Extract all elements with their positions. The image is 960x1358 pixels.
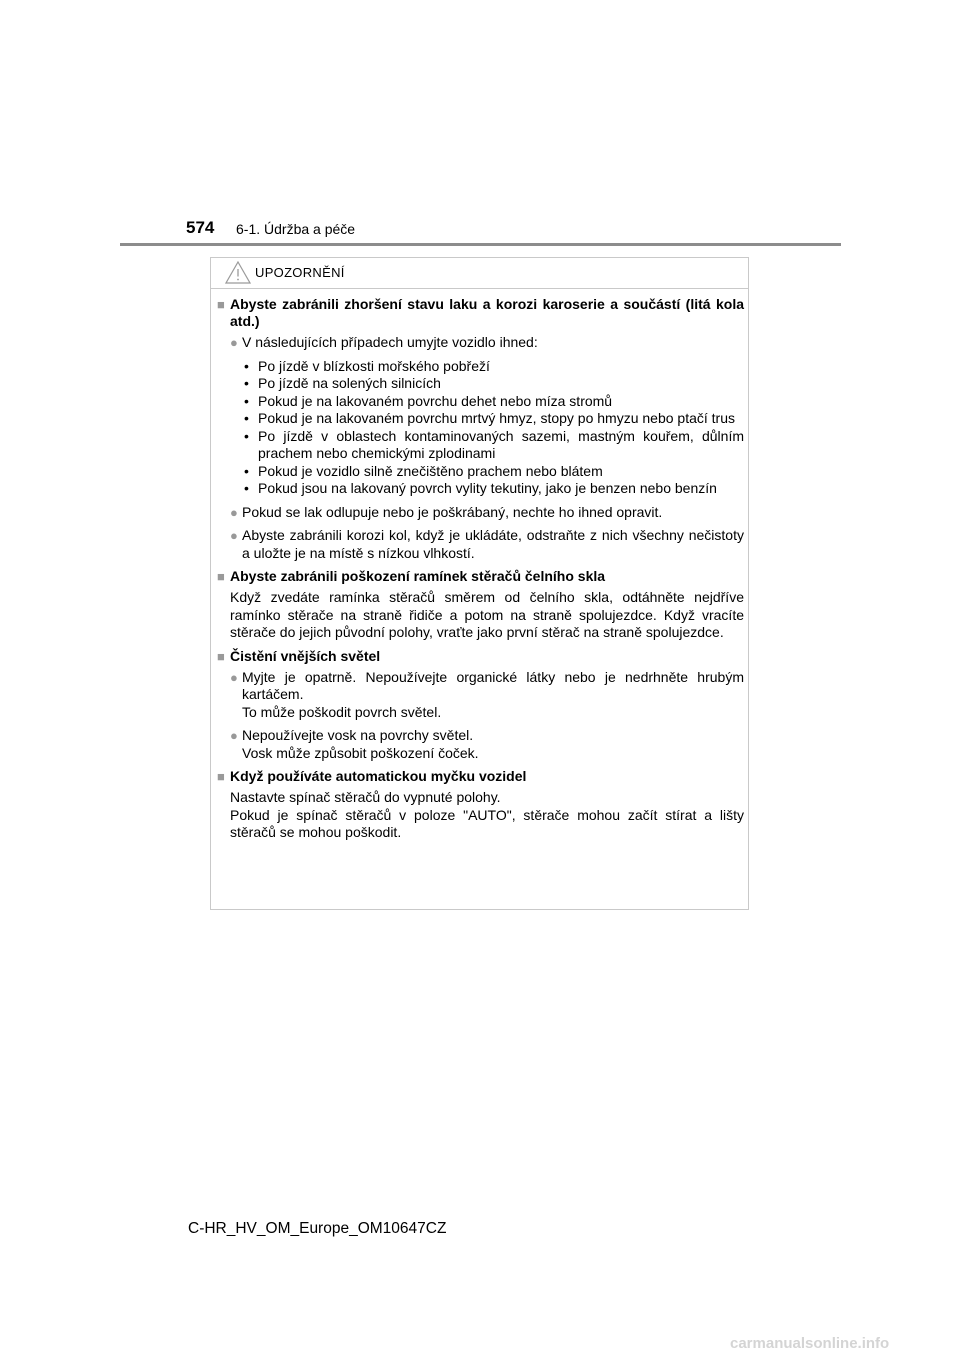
watermark[interactable]: carmanualsonline.info	[730, 1335, 890, 1352]
list-item-text	[242, 727, 744, 762]
square-marker-icon: ■	[217, 648, 225, 664]
sub-list-item	[217, 428, 744, 463]
section-heading	[217, 296, 744, 330]
section-title: 6-1. Údržba a péče	[236, 221, 356, 237]
square-marker-icon: ■	[217, 569, 225, 584]
warning-triangle-icon	[225, 261, 251, 284]
header-rule	[120, 243, 841, 246]
section-heading	[217, 568, 744, 585]
list-item	[217, 727, 744, 762]
list-item-main-text: Nepoužívejte vosk na povrchy světel.	[242, 727, 474, 743]
warning-content	[217, 296, 744, 848]
section-heading-text: Když používáte automatickou myčku vozidel	[230, 768, 527, 784]
sub-list-item	[217, 375, 744, 393]
sub-list-item-text: Pokud je na lakovaném povrchu dehet nebo míza stromů	[258, 392, 613, 409]
square-marker-icon: ■	[217, 769, 225, 784]
paragraph: Když zvedáte ramínka stěračů směrem od čelního skla, odtáhněte nejdříve ramínko stěrače na straně řidiče a potom na straně spolujezdce. Když vracíte stěrače do jejich původní polohy, vraťte jako první stěrač na straně spolujezdce.	[230, 589, 744, 640]
sub-list	[217, 358, 744, 498]
list-item-main-text: Myjte je opatrně. Nepoužívejte organické látky nebo je nedrhněte hrubým kartáčem.	[242, 668, 744, 702]
section-heading-text: Čistění vnějších světel	[230, 647, 381, 664]
section-heading-text: Abyste zabránili zhoršení stavu laku a korozi karoserie a součástí (litá kola atd.)	[230, 296, 744, 329]
list-item	[217, 527, 744, 562]
warning-title: UPOZORNĚNÍ	[255, 265, 345, 280]
dot-marker-icon: •	[244, 375, 249, 391]
dot-marker-icon: •	[244, 410, 249, 426]
dot-marker-icon: •	[244, 462, 249, 479]
list-item-text: Abyste zabránili korozi kol, když je ukládáte, odstraňte z nich všechny nečistoty a uložte je na místě s nízkou vlhkostí.	[242, 527, 744, 561]
page-number: 574	[186, 218, 215, 237]
list-item	[217, 669, 744, 722]
sub-list-item	[217, 410, 744, 428]
sub-list-item-text: Pokud je na lakovaném povrchu mrtvý hmyz, stopy po hmyzu nebo ptačí trus	[258, 410, 736, 426]
paragraph: Pokud je spínač stěračů v poloze "AUTO", stěrače mohou začít stírat a lišty stěračů se mohou poškodit.	[230, 806, 744, 840]
sub-list-item-text: Pokud je vozidlo silně znečištěno prachem nebo blátem	[258, 462, 603, 479]
dot-marker-icon: •	[244, 427, 249, 444]
list-item-note: Vosk může způsobit poškození čoček.	[242, 744, 479, 761]
sub-list-item-text: Po jízdě v blízkosti mořského pobřeží	[258, 357, 490, 374]
square-marker-icon: ■	[217, 297, 225, 312]
circle-bullet-icon: ●	[230, 528, 238, 543]
paragraph: Nastavte spínač stěračů do vypnuté polohy.	[230, 789, 501, 805]
list-item-text: Pokud se lak odlupuje nebo je poškrábaný, nechte ho ihned opravit.	[242, 503, 663, 520]
sub-list-item-text: Po jízdě na solených silnicích	[258, 375, 441, 391]
circle-bullet-icon: ●	[230, 504, 238, 520]
circle-bullet-icon: ●	[230, 335, 238, 350]
list-item	[217, 334, 744, 352]
warning-header	[211, 258, 748, 289]
sub-list-item-text: Po jízdě v oblastech kontaminovaných sazemi, mastným kouřem, důlním prachem nebo chemickými zplodinami	[258, 427, 744, 461]
section-heading	[217, 648, 744, 665]
dot-marker-icon: •	[244, 480, 249, 496]
sub-list-item	[217, 358, 744, 376]
circle-bullet-icon: ●	[230, 669, 238, 685]
section-heading	[217, 768, 744, 785]
list-item-note: To může poškodit povrch světel.	[242, 703, 442, 720]
sub-list-item	[217, 480, 744, 498]
list-item-text	[242, 669, 744, 722]
list-item	[217, 504, 744, 522]
document-code: C-HR_HV_OM_Europe_OM10647CZ	[188, 1220, 447, 1237]
circle-bullet-icon: ●	[230, 728, 238, 743]
warning-box	[210, 257, 749, 910]
section-heading-text: Abyste zabránili poškození ramínek stěračů čelního skla	[230, 568, 606, 584]
dot-marker-icon: •	[244, 392, 249, 409]
sub-list-item-text: Pokud jsou na lakovaný povrch vylity tekutiny, jako je benzen nebo benzín	[258, 480, 717, 496]
sub-list-item	[217, 463, 744, 481]
dot-marker-icon: •	[244, 357, 249, 374]
list-item-text: V následujících případech umyjte vozidlo ihned:	[242, 334, 538, 350]
sub-list-item	[217, 393, 744, 411]
